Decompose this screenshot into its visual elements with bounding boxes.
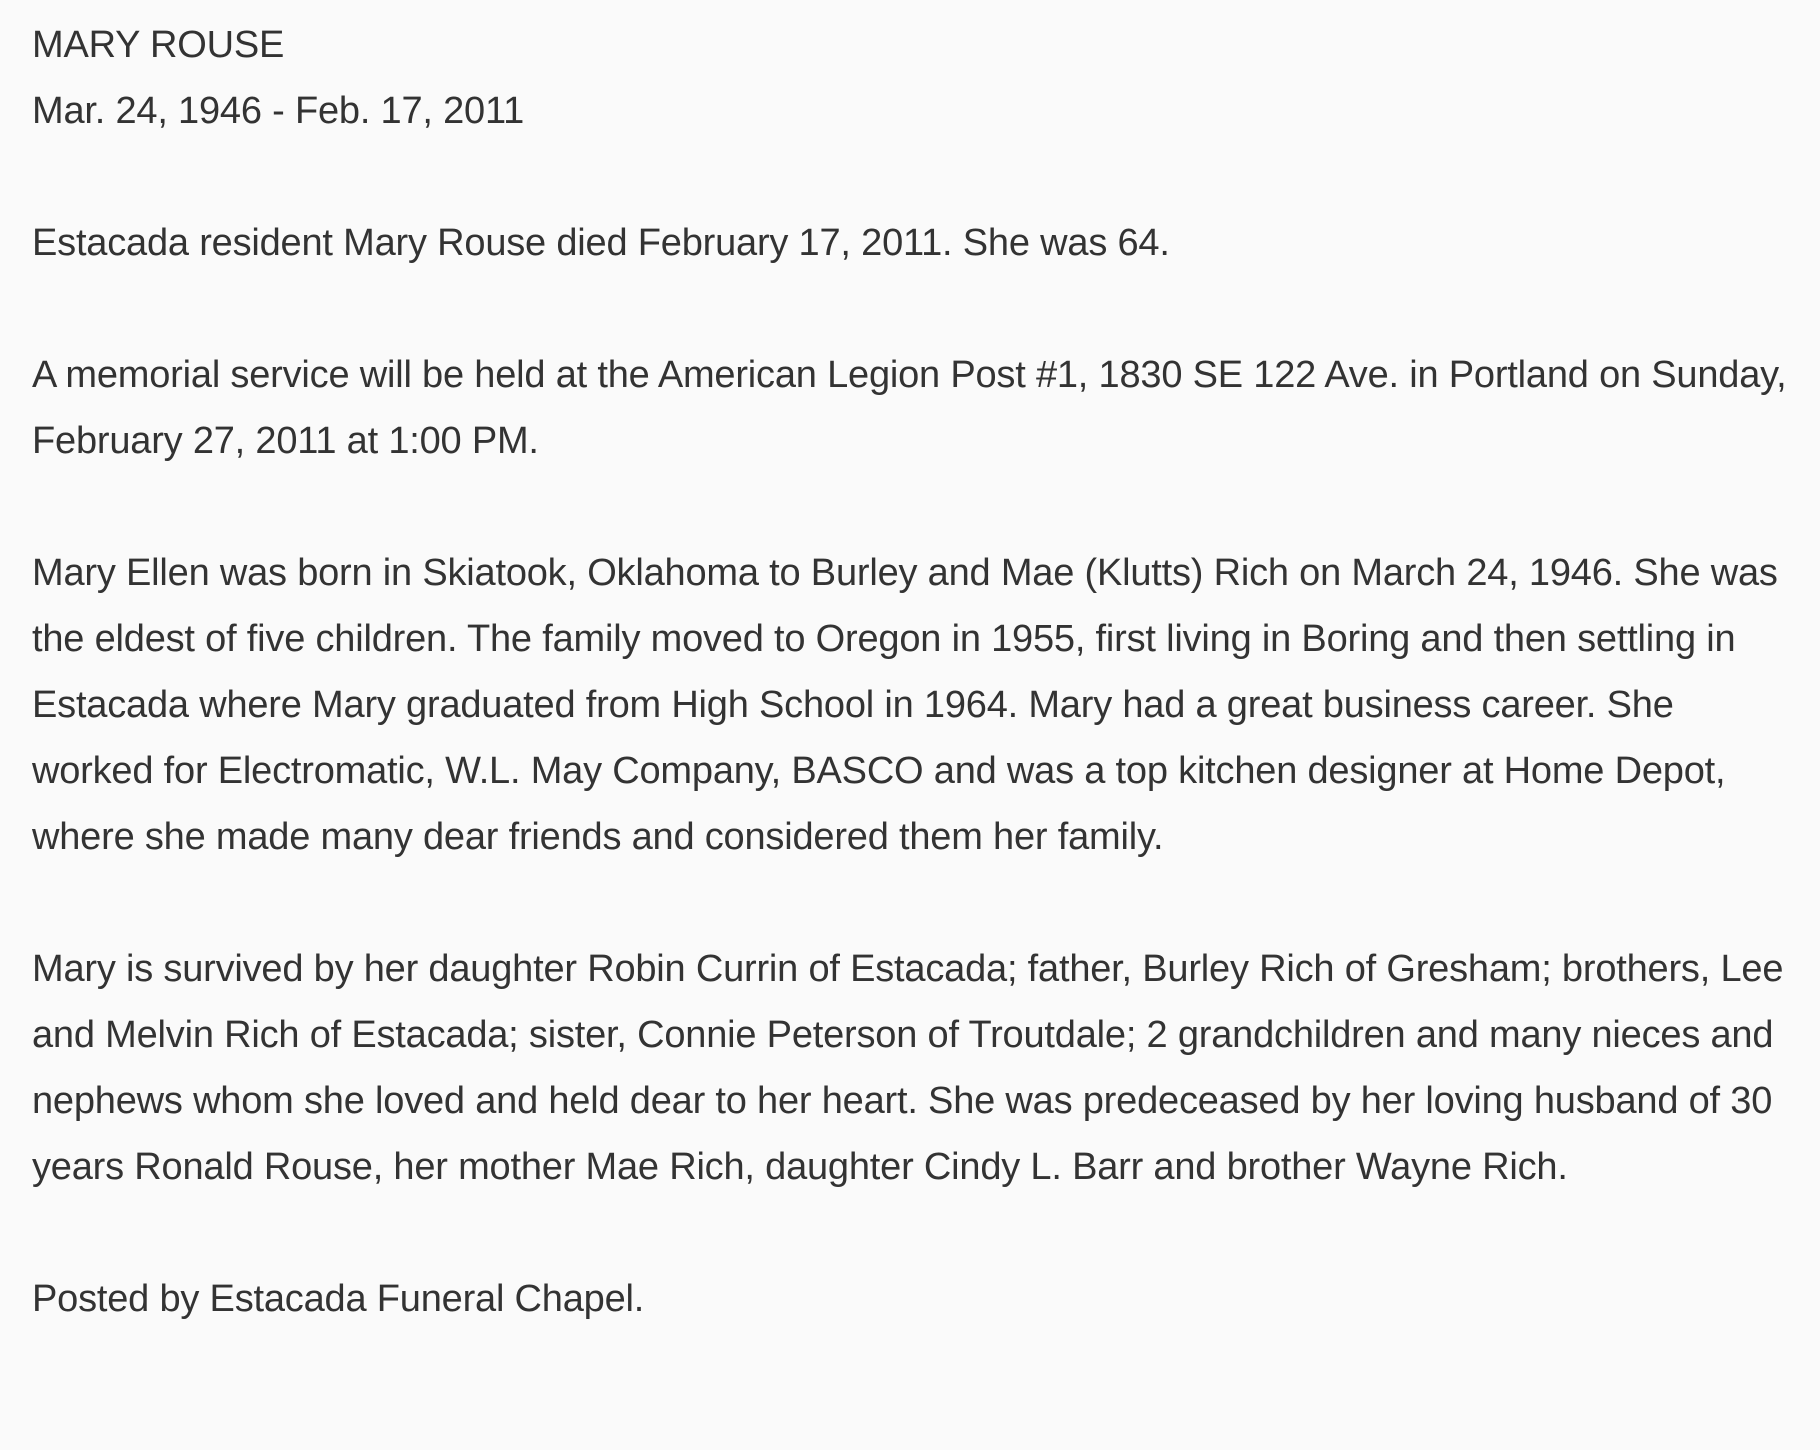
deceased-name: MARY ROUSE <box>32 24 285 66</box>
posted-by-line: Posted by Estacada Funeral Chapel. <box>32 1278 645 1320</box>
survivors-paragraph: Mary is survived by her daughter Robin Currin of Estacada; father, Burley Rich of Gresham; brothers, Lee and Melvin Rich of Estacada; sister, Connie Peterson of Troutdale; 2 grandchildren and many nieces and nephews whom she loved and held dear to her heart. She was predeceased by her loving husband of 30 years Ronald Rouse, her mother Mae Rich, daughter Cindy L. Barr and brother Wayne Rich. <box>32 948 1784 1188</box>
biography-paragraph: Mary Ellen was born in Skiatook, Oklahoma to Burley and Mae (Klutts) Rich on March 24, 1946. She was the eldest of five children. The family moved to Oregon in 1955, first living in Boring and then settling in Estacada where Mary graduated from High School in 1964. Mary had a great business career. She worked for Electromatic, W.L. May Company, BASCO and was a top kitchen designer at Home Depot, where she made many dear friends and considered them her family. <box>32 552 1778 858</box>
life-dates: Mar. 24, 1946 - Feb. 17, 2011 <box>32 90 525 132</box>
death-notice-paragraph: Estacada resident Mary Rouse died February 17, 2011. She was 64. <box>32 222 1170 264</box>
memorial-service-paragraph: A memorial service will be held at the American Legion Post #1, 1830 SE 122 Ave. in Portland on Sunday, February 27, 2011 at 1:00 PM. <box>32 354 1787 462</box>
obituary-article <box>32 12 1792 1332</box>
